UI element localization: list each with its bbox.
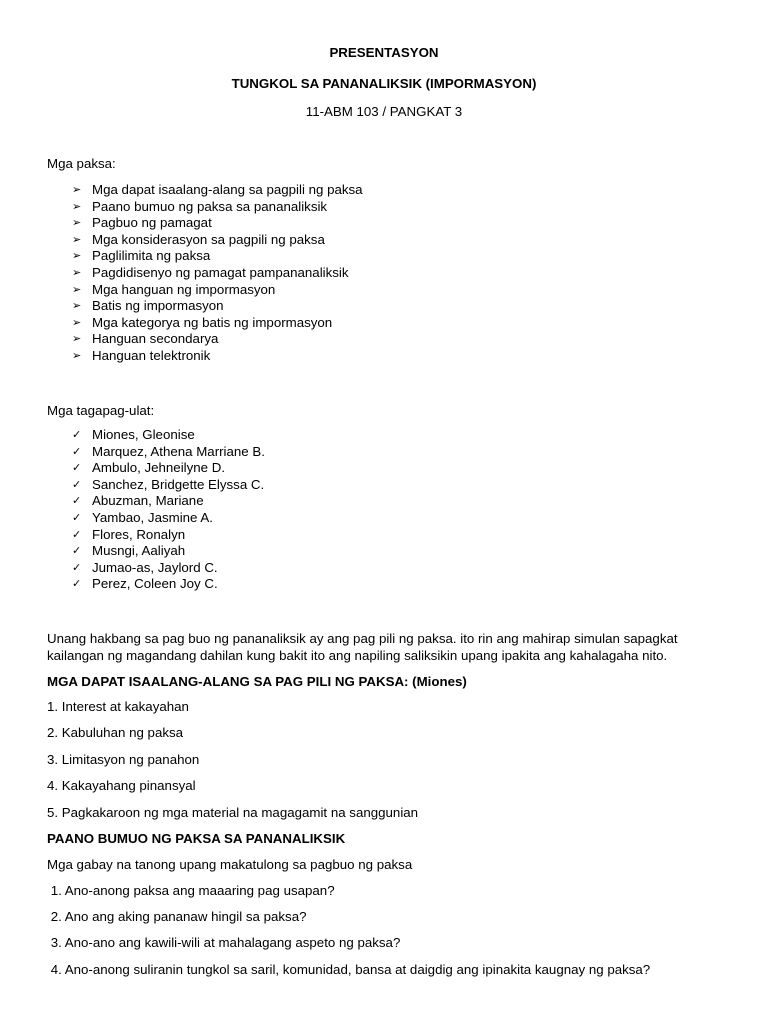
arrowhead-bullet-icon: ➢ bbox=[72, 249, 82, 263]
arrowhead-bullet-icon: ➢ bbox=[72, 299, 82, 313]
arrowhead-bullet-icon: ➢ bbox=[72, 282, 82, 296]
reporter-item bbox=[72, 493, 265, 510]
arrowhead-bullet-icon: ➢ bbox=[72, 315, 82, 329]
checkmark-icon: ✓ bbox=[72, 577, 82, 591]
topic-item bbox=[72, 331, 363, 348]
topic-item bbox=[72, 315, 363, 332]
reporter-item bbox=[72, 477, 265, 494]
document-subtitle: TUNGKOL SA PANANALIKSIK (IMPORMASYON) bbox=[231, 76, 537, 91]
topic-item bbox=[72, 265, 363, 282]
checkmark-icon: ✓ bbox=[72, 494, 82, 508]
topic-item bbox=[72, 182, 363, 199]
section2-item: 3. Ano-ano ang kawili-wili at mahalagang aspeto ng paksa? bbox=[47, 935, 401, 950]
topic-item-text: Mga konsiderasyon sa pagpili ng paksa bbox=[92, 231, 325, 247]
reporter-item-text: Yambao, Jasmine A. bbox=[92, 509, 213, 525]
checkmark-icon: ✓ bbox=[72, 477, 82, 491]
topic-item-text: Mga dapat isaalang-alang sa pagpili ng paksa bbox=[92, 182, 363, 197]
checkmark-icon: ✓ bbox=[72, 544, 82, 558]
section2-item: 2. Ano ang aking pananaw hingil sa paksa? bbox=[47, 909, 307, 924]
arrowhead-bullet-icon: ➢ bbox=[72, 232, 82, 246]
reporter-item bbox=[72, 427, 265, 444]
checkmark-icon: ✓ bbox=[72, 510, 82, 524]
section1-item: 2. Kabuluhan ng paksa bbox=[47, 725, 184, 740]
arrowhead-bullet-icon: ➢ bbox=[72, 199, 82, 213]
topic-item bbox=[72, 232, 363, 249]
reporter-item-text: Ambulo, Jehneilyne D. bbox=[92, 460, 226, 476]
topic-item-text: Paglilimita ng paksa bbox=[92, 248, 211, 264]
arrowhead-bullet-icon: ➢ bbox=[72, 265, 82, 279]
topic-item-text: Paano bumuo ng paksa sa pananaliksik bbox=[92, 198, 328, 214]
reporter-item-text: Jumao-as, Jaylord C. bbox=[92, 559, 218, 575]
reporter-item-text: Musngi, Aaliyah bbox=[92, 543, 186, 559]
intro-paragraph: Unang hakbang sa pag buo ng pananaliksik ay ang pag pili ng paksa. ito rin ang mahirap simulan sapagkat kailangan ng magandang dahilan kung bakit ito ang napiling saliksikin upang ipakita ang kahalagaha nito. bbox=[47, 631, 678, 663]
reporter-item bbox=[72, 460, 265, 477]
section1-heading: MGA DAPAT ISAALANG-ALANG SA PAG PILI NG PAKSA: (Miones) bbox=[47, 674, 467, 689]
reporter-item bbox=[72, 444, 265, 461]
reporter-item bbox=[72, 576, 265, 593]
checkmark-icon: ✓ bbox=[72, 461, 82, 475]
topic-item-text: Pagbuo ng pamagat bbox=[92, 215, 212, 231]
arrowhead-bullet-icon: ➢ bbox=[72, 348, 82, 362]
topic-item-text: Hanguan secondarya bbox=[92, 331, 219, 347]
topics-heading: Mga paksa: bbox=[47, 156, 116, 171]
topics-list bbox=[72, 182, 363, 365]
checkmark-icon: ✓ bbox=[72, 560, 82, 574]
section1-item: 1. Interest at kakayahan bbox=[47, 699, 189, 714]
reporter-item-text: Perez, Coleen Joy C. bbox=[92, 576, 218, 592]
checkmark-icon: ✓ bbox=[72, 444, 82, 458]
topic-item bbox=[72, 282, 363, 299]
topic-item-text: Mga kategorya ng batis ng impormasyon bbox=[92, 314, 333, 330]
section1-item: 4. Kakayahang pinansyal bbox=[47, 778, 196, 793]
section1-item: 3. Limitasyon ng panahon bbox=[47, 752, 200, 767]
section2-intro: Mga gabay na tanong upang makatulong sa pagbuo ng paksa bbox=[47, 857, 413, 872]
section2-item: 1. Ano-anong paksa ang maaaring pag usapan? bbox=[47, 883, 335, 898]
class-group: 11-ABM 103 / PANGKAT 3 bbox=[305, 104, 463, 119]
topic-item-text: Mga hanguan ng impormasyon bbox=[92, 281, 276, 297]
topic-item-text: Hanguan telektronik bbox=[92, 347, 211, 363]
reporter-item-text: Sanchez, Bridgette Elyssa C. bbox=[92, 476, 265, 492]
reporter-item-text: Abuzman, Mariane bbox=[92, 493, 204, 509]
reporter-item bbox=[72, 510, 265, 527]
section2-item: 4. Ano-anong suliranin tungkol sa saril, komunidad, bansa at daigdig ang ipinakita kaugnay ng paksa? bbox=[47, 962, 651, 977]
checkmark-icon: ✓ bbox=[72, 428, 82, 441]
topic-item bbox=[72, 298, 363, 315]
topic-item-text: Batis ng impormasyon bbox=[92, 298, 224, 314]
reporter-item-text: Miones, Gleonise bbox=[92, 427, 195, 442]
reporter-item bbox=[72, 560, 265, 577]
topic-item bbox=[72, 215, 363, 232]
topic-item bbox=[72, 248, 363, 265]
checkmark-icon: ✓ bbox=[72, 527, 82, 541]
reporter-item bbox=[72, 543, 265, 560]
arrowhead-bullet-icon: ➢ bbox=[72, 183, 82, 196]
section1-item: 5. Pagkakaroon ng mga material na magagamit na sanggunian bbox=[47, 805, 419, 820]
section2-heading: PAANO BUMUO NG PAKSA SA PANANALIKSIK bbox=[47, 831, 346, 846]
reporter-item bbox=[72, 527, 265, 544]
reporters-list bbox=[72, 427, 265, 593]
reporter-item-text: Marquez, Athena Marriane B. bbox=[92, 443, 265, 459]
reporter-item-text: Flores, Ronalyn bbox=[92, 526, 186, 542]
topic-item bbox=[72, 348, 363, 365]
document-title: PRESENTASYON bbox=[329, 45, 439, 60]
topic-item bbox=[72, 199, 363, 216]
arrowhead-bullet-icon: ➢ bbox=[72, 332, 82, 346]
arrowhead-bullet-icon: ➢ bbox=[72, 216, 82, 230]
topic-item-text: Pagdidisenyo ng pamagat pampananaliksik bbox=[92, 264, 349, 280]
reporters-heading: Mga tagapag-ulat: bbox=[47, 403, 155, 418]
